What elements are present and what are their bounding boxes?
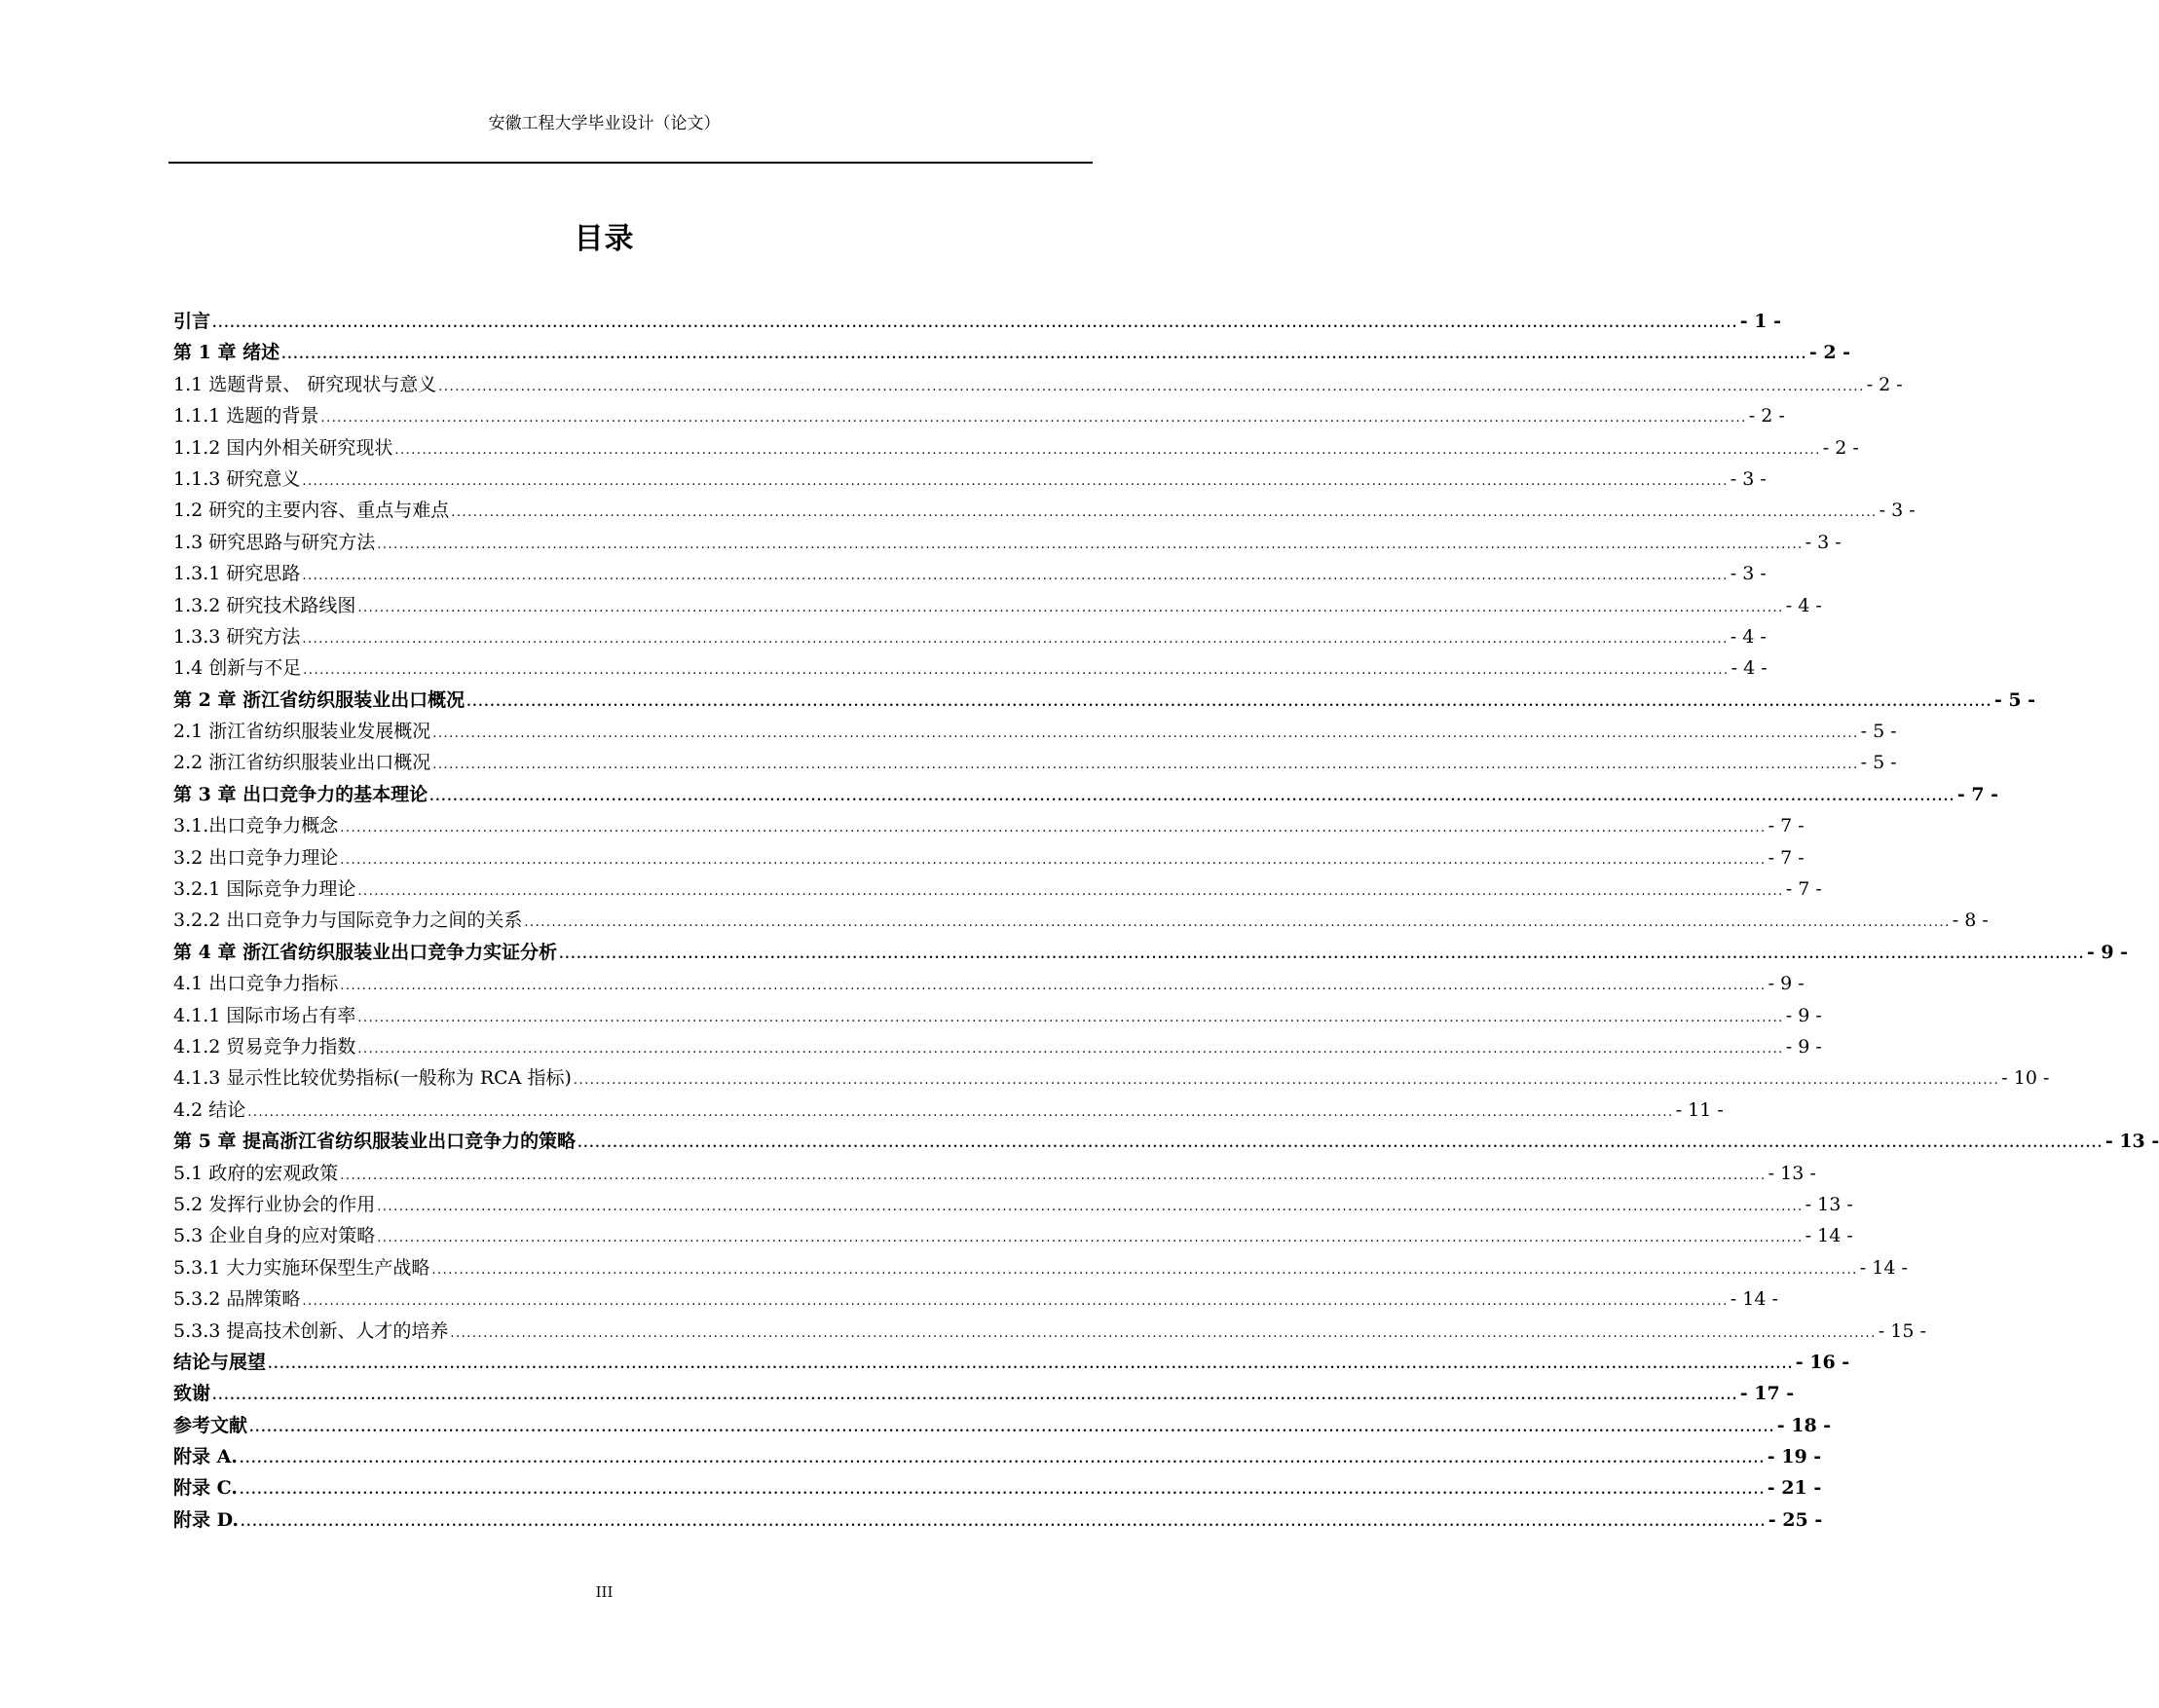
toc-dot-leader: ....................................................................................................................................................................................................................................................................	[357, 1010, 1784, 1025]
toc-entry-section[interactable]	[173, 1158, 1816, 1189]
toc-dot-leader: ....................................................................................................................................................................................................................................................................	[302, 473, 1729, 489]
toc-dot-leader: ....................................................................................................................................................................................................................................................................	[377, 1199, 1804, 1214]
toc-title: 目录	[574, 222, 635, 256]
toc-dot-leader: ....................................................................................................................................................................................................................................................................	[357, 1041, 1784, 1057]
toc-dot-leader: ....................................................................................................................................................................................................................................................................	[240, 1483, 1766, 1499]
toc-entry-label: 第 2 章 浙江省纺织服装业出口概况	[173, 688, 465, 711]
toc-entry-page: - 3 -	[1879, 500, 1916, 522]
toc-entry-page: - 8 -	[1952, 910, 1989, 932]
toc-entry-page: - 14 -	[1805, 1225, 1853, 1247]
toc-entry-page: - 4 -	[1785, 594, 1822, 616]
toc-dot-leader: ....................................................................................................................................................................................................................................................................	[377, 1231, 1804, 1246]
toc-entry-section[interactable]	[173, 400, 1785, 431]
toc-dot-leader: ....................................................................................................................................................................................................................................................................	[212, 316, 1738, 331]
toc-entry-page: - 3 -	[1805, 531, 1842, 553]
toc-dot-leader: ....................................................................................................................................................................................................................................................................	[357, 884, 1784, 900]
toc-entry-chapter[interactable]	[173, 1126, 2159, 1157]
toc-dot-leader: ....................................................................................................................................................................................................................................................................	[466, 694, 1992, 710]
toc-entry-page: - 18 -	[1776, 1414, 1832, 1436]
toc-dot-leader: ....................................................................................................................................................................................................................................................................	[302, 1294, 1729, 1310]
toc-entry-page: - 14 -	[1730, 1288, 1778, 1311]
toc-entry-label: 附录 A.	[173, 1446, 238, 1468]
toc-entry-page: - 25 -	[1768, 1508, 1823, 1531]
toc-entry-section[interactable]	[173, 716, 1897, 747]
toc-entry-label: 3.1.出口竞争力概念	[173, 815, 339, 837]
toc-entry-page: - 3 -	[1730, 467, 1767, 490]
toc-entry-label: 1.1.1 选题的背景	[173, 405, 319, 427]
toc-entry-section[interactable]	[173, 1031, 1822, 1062]
toc-dot-leader: ....................................................................................................................................................................................................................................................................	[429, 789, 1955, 804]
toc-dot-leader: ....................................................................................................................................................................................................................................................................	[357, 600, 1784, 615]
toc-entry-page: - 13 -	[2104, 1131, 2159, 1153]
toc-entry-page: - 17 -	[1739, 1383, 1795, 1405]
toc-entry-label: 4.1.1 国际市场占有率	[173, 1004, 356, 1026]
toc-dot-leader: ....................................................................................................................................................................................................................................................................	[303, 663, 1730, 679]
toc-entry-page: - 7 -	[1768, 815, 1805, 837]
toc-entry-label: 附录 D.	[173, 1508, 240, 1531]
toc-entry-chapter[interactable]	[173, 779, 1999, 810]
header-divider	[168, 162, 1093, 164]
toc-entry-section[interactable]	[173, 558, 1767, 589]
toc-entry-label: 引言	[173, 311, 211, 332]
toc-dot-leader: ....................................................................................................................................................................................................................................................................	[340, 979, 1767, 994]
toc-entry-page: - 2 -	[1808, 342, 1851, 364]
toc-entry-section[interactable]	[173, 1062, 2050, 1094]
toc-entry-page: - 5 -	[1860, 752, 1897, 774]
toc-entry-label: 第 4 章 浙江省纺织服装业出口竞争力实证分析	[173, 941, 558, 963]
toc-entry-section[interactable]	[173, 842, 1805, 873]
toc-entry-label: 5.2 发挥行业协会的作用	[173, 1193, 376, 1215]
toc-dot-leader: ....................................................................................................................................................................................................................................................................	[302, 569, 1729, 584]
toc-entry-section[interactable]	[173, 1095, 1724, 1126]
toc-entry-page: - 2 -	[1866, 373, 1903, 395]
toc-dot-leader: ....................................................................................................................................................................................................................................................................	[268, 1356, 1794, 1372]
toc-entry-page: - 9 -	[2086, 941, 2129, 963]
toc-entry-page: - 3 -	[1730, 563, 1767, 585]
toc-dot-leader: ....................................................................................................................................................................................................................................................................	[212, 1389, 1738, 1404]
toc-dot-leader: ....................................................................................................................................................................................................................................................................	[340, 852, 1767, 868]
toc-entry-page: - 13 -	[1768, 1162, 1816, 1184]
toc-dot-leader: ....................................................................................................................................................................................................................................................................	[432, 758, 1859, 773]
toc-entry-section[interactable]	[173, 1189, 1853, 1220]
toc-list	[173, 306, 2159, 1536]
toc-dot-leader: ....................................................................................................................................................................................................................................................................	[432, 726, 1859, 742]
toc-entry-label: 第 5 章 提高浙江省纺织服装业出口竞争力的策略	[173, 1131, 577, 1153]
toc-entry-page: - 16 -	[1795, 1351, 1850, 1373]
toc-entry-chapter[interactable]	[173, 937, 2129, 968]
toc-entry-label: 1.3.2 研究技术路线图	[173, 594, 356, 616]
toc-entry-label: 1.4 创新与不足	[173, 657, 302, 680]
toc-entry-section[interactable]	[173, 873, 1822, 905]
toc-entry-label: 附录 C.	[173, 1477, 239, 1500]
toc-dot-leader: ....................................................................................................................................................................................................................................................................	[320, 411, 1747, 427]
toc-dot-leader: ....................................................................................................................................................................................................................................................................	[524, 915, 1951, 931]
toc-entry-page: - 15 -	[1878, 1319, 1926, 1342]
toc-entry-page: - 1 -	[1739, 311, 1781, 332]
toc-entry-label: 1.3 研究思路与研究方法	[173, 531, 376, 553]
toc-entry-label: 4.2 结论	[173, 1098, 246, 1121]
toc-entry-section[interactable]	[173, 810, 1805, 841]
toc-dot-leader: ....................................................................................................................................................................................................................................................................	[451, 505, 1878, 521]
toc-entry-section[interactable]	[173, 495, 1916, 526]
toc-entry-label: 1.1 选题背景、 研究现状与意义	[173, 373, 437, 395]
toc-entry-label: 1.2 研究的主要内容、重点与难点	[173, 500, 450, 522]
toc-entry-page: - 9 -	[1785, 1035, 1822, 1058]
toc-entry-chapter[interactable]	[173, 1347, 1850, 1378]
toc-entry-label: 2.1 浙江省纺织服装业发展概况	[173, 721, 431, 743]
toc-entry-label: 1.1.2 国内外相关研究现状	[173, 436, 393, 459]
toc-entry-label: 4.1 出口竞争力指标	[173, 973, 339, 995]
toc-entry-page: - 7 -	[1956, 783, 1999, 805]
toc-entry-section[interactable]	[173, 747, 1897, 778]
toc-entry-chapter[interactable]	[173, 1472, 1822, 1504]
toc-dot-leader: ....................................................................................................................................................................................................................................................................	[239, 1452, 1766, 1467]
toc-entry-section[interactable]	[173, 1000, 1822, 1031]
toc-entry-section[interactable]	[173, 369, 1903, 400]
toc-dot-leader: ....................................................................................................................................................................................................................................................................	[281, 348, 1807, 363]
toc-entry-page: - 14 -	[1859, 1256, 1908, 1279]
toc-entry-chapter[interactable]	[173, 337, 1851, 368]
toc-entry-section[interactable]	[173, 590, 1822, 621]
toc-dot-leader: ....................................................................................................................................................................................................................................................................	[302, 631, 1729, 647]
toc-entry-section[interactable]	[173, 905, 1989, 936]
toc-dot-leader: ....................................................................................................................................................................................................................................................................	[559, 947, 2085, 962]
toc-dot-leader: ....................................................................................................................................................................................................................................................................	[377, 537, 1804, 552]
toc-entry-label: 4.1.3 显示性比较优势指标(一般称为 RCA 指标)	[173, 1067, 572, 1090]
toc-entry-label: 1.1.3 研究意义	[173, 467, 301, 490]
toc-entry-page: - 5 -	[1993, 688, 2036, 711]
toc-entry-page: - 21 -	[1767, 1477, 1822, 1500]
toc-entry-label: 第 3 章 出口竞争力的基本理论	[173, 783, 428, 805]
toc-entry-section[interactable]	[173, 1316, 1926, 1347]
toc-entry-section[interactable]	[173, 432, 1859, 464]
toc-entry-label: 4.1.2 贸易竞争力指数	[173, 1035, 356, 1058]
toc-entry-section[interactable]	[173, 1252, 1908, 1283]
toc-dot-leader: ....................................................................................................................................................................................................................................................................	[450, 1325, 1877, 1341]
toc-entry-label: 第 1 章 绪述	[173, 342, 280, 364]
toc-entry-page: - 4 -	[1731, 657, 1768, 680]
toc-dot-leader: ....................................................................................................................................................................................................................................................................	[340, 1168, 1767, 1183]
toc-entry-label: 结论与展望	[173, 1351, 267, 1373]
toc-entry-label: 5.3.3 提高技术创新、人才的培养	[173, 1319, 449, 1342]
toc-entry-page: - 7 -	[1768, 846, 1805, 869]
toc-entry-section[interactable]	[173, 527, 1842, 558]
toc-entry-section[interactable]	[173, 1220, 1853, 1251]
toc-entry-section[interactable]	[173, 968, 1805, 999]
toc-entry-chapter[interactable]	[173, 1378, 1795, 1409]
toc-dot-leader: ....................................................................................................................................................................................................................................................................	[573, 1073, 2000, 1089]
toc-entry-label: 5.3.1 大力实施环保型生产战略	[173, 1256, 430, 1279]
toc-entry-page: - 10 -	[2001, 1067, 2050, 1090]
toc-dot-leader: ....................................................................................................................................................................................................................................................................	[394, 442, 1821, 458]
toc-entry-page: - 5 -	[1860, 721, 1897, 743]
toc-entry-page: - 11 -	[1675, 1098, 1724, 1121]
toc-dot-leader: ....................................................................................................................................................................................................................................................................	[247, 1104, 1674, 1120]
toc-entry-label: 参考文献	[173, 1414, 248, 1436]
toc-entry-page: - 19 -	[1767, 1446, 1822, 1468]
toc-entry-label: 3.2 出口竞争力理论	[173, 846, 339, 869]
toc-entry-page: - 4 -	[1730, 625, 1767, 648]
toc-entry-label: 5.3 企业自身的应对策略	[173, 1225, 376, 1247]
page-header: 安徽工程大学毕业设计（论文）	[488, 114, 721, 133]
toc-entry-label: 致谢	[173, 1383, 211, 1405]
toc-entry-page: - 2 -	[1748, 405, 1785, 427]
toc-entry-page: - 9 -	[1785, 1004, 1822, 1026]
toc-dot-leader: ....................................................................................................................................................................................................................................................................	[249, 1420, 1775, 1435]
toc-dot-leader: ....................................................................................................................................................................................................................................................................	[241, 1514, 1767, 1530]
toc-entry-section[interactable]	[173, 621, 1767, 652]
toc-entry-page: - 9 -	[1768, 973, 1805, 995]
toc-entry-label: 1.3.1 研究思路	[173, 563, 301, 585]
toc-entry-page: - 13 -	[1805, 1193, 1853, 1215]
toc-entry-section[interactable]	[173, 652, 1768, 684]
toc-entry-chapter[interactable]	[173, 306, 1781, 337]
toc-entry-label: 3.2.1 国际竞争力理论	[173, 878, 356, 901]
toc-entry-chapter[interactable]	[173, 1410, 1832, 1441]
toc-entry-label: 3.2.2 出口竞争力与国际竞争力之间的关系	[173, 910, 523, 932]
toc-dot-leader: ....................................................................................................................................................................................................................................................................	[438, 379, 1865, 394]
toc-entry-label: 5.1 政府的宏观政策	[173, 1162, 339, 1184]
toc-entry-label: 5.3.2 品牌策略	[173, 1288, 301, 1311]
toc-dot-leader: ....................................................................................................................................................................................................................................................................	[577, 1136, 2103, 1152]
toc-entry-section[interactable]	[173, 464, 1767, 495]
page-number: III	[595, 1583, 614, 1601]
toc-dot-leader: ....................................................................................................................................................................................................................................................................	[431, 1262, 1858, 1278]
toc-entry-label: 1.3.3 研究方法	[173, 625, 301, 648]
toc-entry-chapter[interactable]	[173, 1441, 1822, 1472]
toc-entry-chapter[interactable]	[173, 685, 2036, 716]
toc-dot-leader: ....................................................................................................................................................................................................................................................................	[340, 821, 1767, 836]
toc-entry-page: - 7 -	[1785, 878, 1822, 901]
toc-entry-label: 2.2 浙江省纺织服装业出口概况	[173, 752, 431, 774]
toc-entry-page: - 2 -	[1822, 436, 1859, 459]
toc-entry-chapter[interactable]	[173, 1504, 1823, 1536]
toc-entry-section[interactable]	[173, 1283, 1778, 1315]
